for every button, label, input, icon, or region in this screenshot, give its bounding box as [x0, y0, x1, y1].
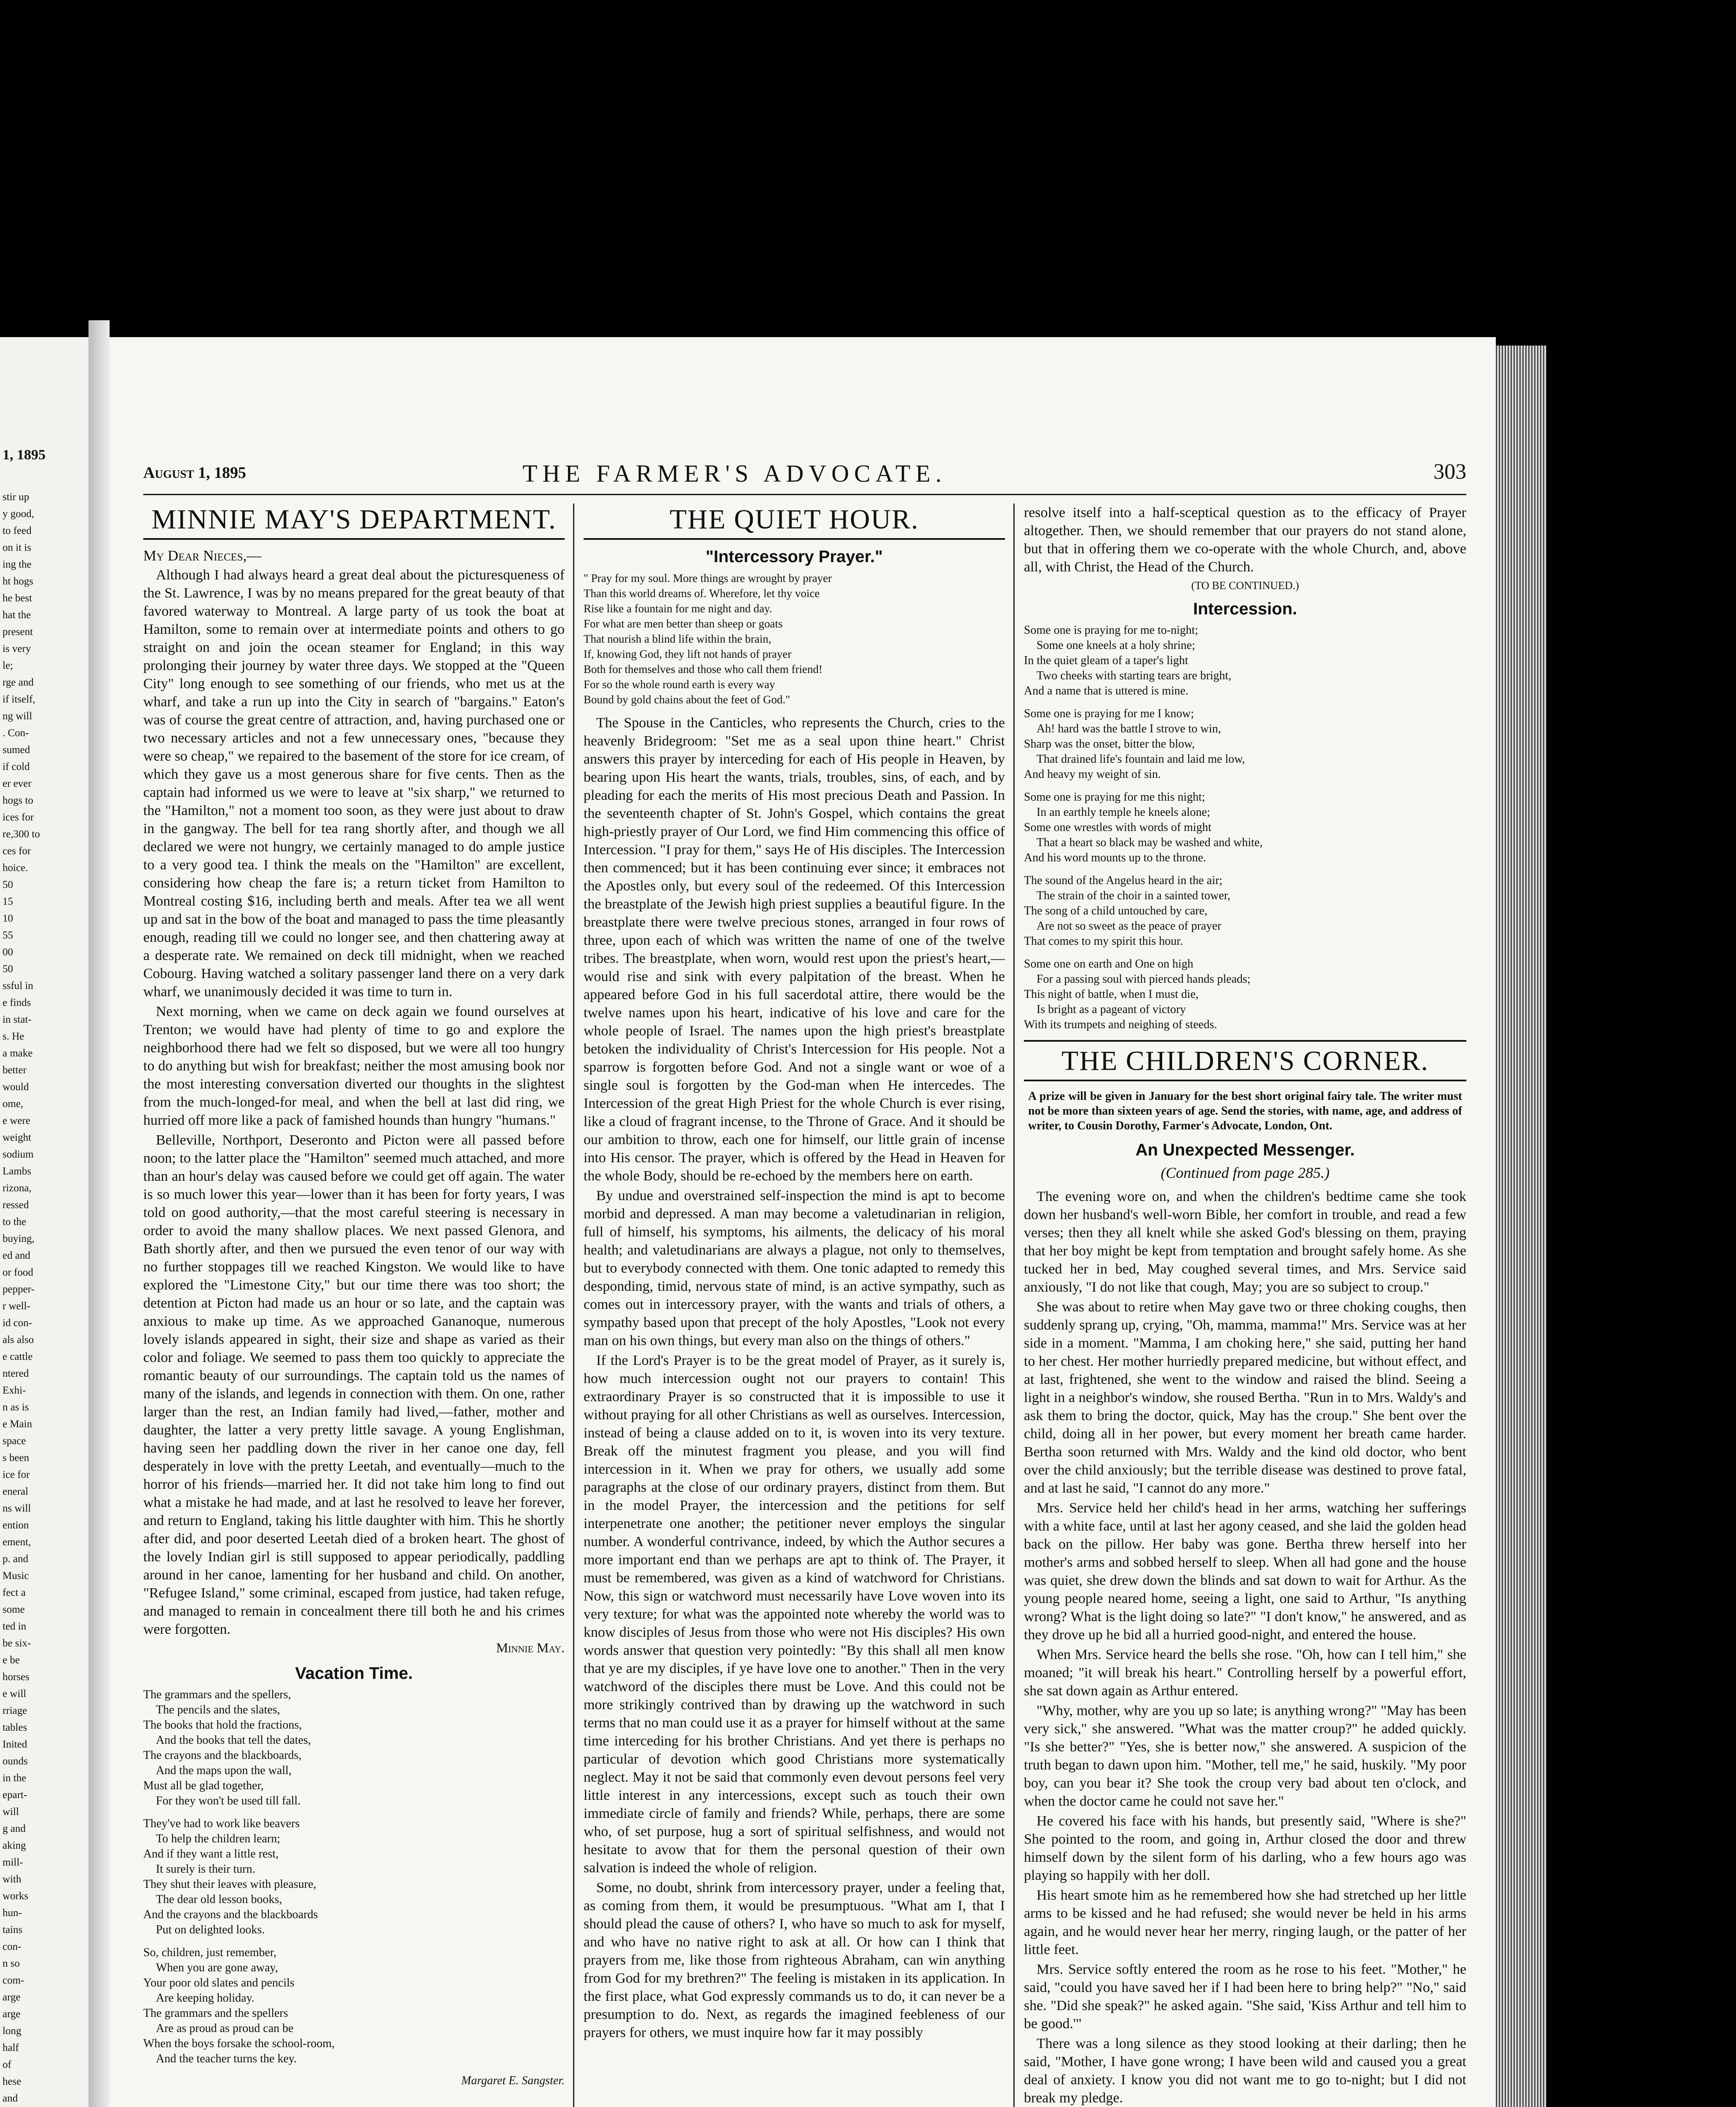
story-paragraph: When Mrs. Service heard the bells she rose. "Oh, how can I tell him," she moaned; "it will break his heart." Controlling herself by a powerful effort, she sat down again as Arthur entered.	[1024, 1647, 1466, 1699]
left-page-fragment-line: ht hogs	[3, 576, 33, 587]
poem-line: The crayons and the blackboards,	[143, 1749, 302, 1762]
left-page-fragment-line: and	[3, 2093, 18, 2104]
left-page-fragment-line: Exhi-	[3, 1385, 26, 1396]
poem-line: Put on delighted looks.	[156, 1923, 265, 1936]
poem-line: That a heart so black may be washed and white,	[1037, 836, 1263, 849]
left-page-fragment-line: s. He	[3, 1031, 24, 1042]
left-page-fragment-line: hogs to	[3, 795, 33, 806]
left-page-fragment-line: e finds	[3, 997, 31, 1008]
left-page-fragment-line: tables	[3, 1722, 27, 1733]
poem-line: Must all be glad together,	[143, 1779, 264, 1792]
left-page-fragment-line: to the	[3, 1216, 27, 1228]
left-page-fragment-line: ssful in	[3, 980, 33, 992]
signature: Minnie May.	[496, 1640, 565, 1655]
poem-line: For they won't be used till fall.	[156, 1794, 301, 1807]
poem-line: Some one wrestles with words of might	[1024, 821, 1211, 834]
left-page-fragment-line: pepper-	[3, 1284, 35, 1295]
left-page-fragment-line: sodium	[3, 1149, 34, 1160]
poem-line: With its trumpets and neighing of steeds.	[1024, 1018, 1217, 1031]
poem-line: And his word mounts up to the throne.	[1024, 851, 1206, 864]
left-page-fragment-line: long	[3, 2025, 21, 2037]
left-page-fragment-line: on it is	[3, 542, 32, 553]
continued-paragraph: resolve itself into a half-sceptical question as to the efficacy of Prayer altogether. Then, we should remember that our prayers do not stand alone, but that in offering them we co-operate with the whole Church, and, above all, with Christ, the Head of the Church.	[1024, 505, 1466, 575]
book-page-edges	[1496, 346, 1546, 2107]
article-paragraph: If the Lord's Prayer is to be the great model of Prayer, as it surely is, how much intercession ought not our prayers to contain! This extraordinary Prayer is so constructed that it is impossible to use it without praying for all other Christians as well as ourselves. Intercession, instead of being a clause added on to it, is woven into its very texture. Break off the minutest fragment you please, and you will find intercession in it. When we pray for others, we usually add some paragraphs at the close of our ordinary prayers, distinct from them. But in the model Prayer, the intercession and the petitions for self interpenetrate one another; the petitioner never employs the singular number. A wonderful contrivance, indeed, by which the Author secures a more important end than we perhaps are apt to think of. The Prayer, it must be remembered, was given as a kind of watchword for Christians. Now, this sign or watchword must necessarily have Love woven into its very texture; for what was the appointed note whereby the world was to know disciples of Jesus from those who were not His disciples? His own words answer that question very pointedly: "By this shall all men know that ye are my disciples, if ye have love one to another." Then in the very watchword of the disciples there must be Love. And this could not be more strikingly contrived than by drawing up the watchword in such terms that no man could use it as a prayer for himself without at the same time interceding for his brother Christians. And yet there is perhaps no particular of devotion which good Christians more systematically neglect. May it not be said that commonly even devout persons feel very little interest in any intercessions, except such as touch their own immediate circle of family and friends? While, perhaps, there are some who, of set purpose, hug a sort of spiritual selfishness, and would not hesitate to avow that for them the personal question of their own salvation is indeed the whole of religion.	[584, 1353, 1005, 1876]
left-page-fragment-line: he best	[3, 592, 32, 604]
left-page-fragment-line: n as is	[3, 1402, 29, 1413]
left-page-fragment-line: 50	[3, 879, 13, 890]
left-page-fragment-line: e will	[3, 1688, 27, 1700]
poem-stanza	[143, 1687, 565, 1809]
poem-line: The song of a child untouched by care,	[1024, 904, 1208, 917]
left-page-fragment-line: ressed	[3, 1199, 29, 1211]
masthead-title: THE FARMER'S ADVOCATE.	[522, 460, 947, 487]
left-page-fragment-line: stir up	[3, 491, 29, 503]
binding-gutter	[88, 320, 110, 2107]
poem-line: The strain of the choir in a sainted tower,	[1037, 889, 1230, 902]
left-page-fragment-line: half	[3, 2042, 19, 2053]
left-page-fragment-line: better	[3, 1064, 27, 1076]
left-page-fragment-line: e were	[3, 1115, 30, 1126]
left-page-fragment-line: of	[3, 2059, 11, 2070]
salutation: My Dear Nieces,—	[143, 547, 262, 564]
left-page-fragment-line: e cattle	[3, 1351, 33, 1362]
left-page-fragment-line: hat the	[3, 609, 31, 621]
left-page-fragment-line: com-	[3, 1975, 24, 1986]
left-page-fragment-line: some	[3, 1604, 25, 1615]
left-page-fragment-line: hoice.	[3, 862, 28, 874]
poem-author: Margaret E. Sangster.	[461, 2074, 565, 2087]
story-body	[1024, 1188, 1466, 2107]
verse-line: For what are men better than sheep or goats	[584, 617, 783, 630]
left-page-fragment-line: 15	[3, 896, 13, 907]
left-page-fragment	[0, 337, 88, 2107]
poem-line: Are not so sweet as the peace of prayer	[1037, 919, 1222, 933]
poem-line: And heavy my weight of sin.	[1024, 768, 1161, 781]
left-page-fragment-line: 50	[3, 963, 13, 975]
story-paragraph: The evening wore on, and when the children's bedtime came she took down her husband's well-worn Bible, her comfort in trouble, and read a few verses; then they all knelt while she asked God's blessing on them, praying that her boy might be kept from temptation and brought safely home. As she tucked her in bed, May coughed several times, and Mrs. Service said anxiously, "I do not like that cough, May; you are so subject to croup."	[1024, 1189, 1466, 1295]
poem-line: They've had to work like beavers	[143, 1817, 300, 1830]
article-paragraph: The Spouse in the Canticles, who represents the Church, cries to the heavenly Bridegroom: "Set me as a seal upon thine heart." Christ answers this prayer by interceding for each of His people in Heaven, by bearing upon His heart the wants, trials, troubles, sins, of each, and by pleading for each the merits of His most precious Death and Passion. In the seventeenth chapter of St. John's Gospel, which contains the great high-priestly prayer of Our Lord, we find Him commencing this office of Intercession. "I pray for them," says He of His disciples. The Intercession then commenced; but it has been continuing ever since; it embraces not the Apostles only, but every soul of the redeemed. Of this Intercession the breastplate of the Jewish high priest supplies a beautiful figure. In the breastplate there were twelve precious stones, arranged in four rows of three, upon each of which was written the name of one of the twelve tribes. The breastplate, when worn, would rest upon the priest's heart,—would rise and sink with every palpitation of the breast. When he appeared before God in his full sacerdotal attire, there would be the twelve names upon his heart, indicative of his love and care for the whole people of Israel. The names upon the high priest's breastplate betoken the individuality of Christ's Intercession for His people. Not a sparrow is forgotten before God. And not a single want or woe of a single soul is forgotten by the God-man when He intercedes. The Intercession of the great High Priest for the whole Church is ever rising, like a cloud of fragrant incense, to the Throne of Grace. And it should be our ambition to throw, each one for himself, our little grain of incense into His censor. The prayer, which is offered by the Head in Heaven for the whole Body, should be re-echoed by the members here on earth.	[584, 715, 1005, 1184]
verse-line: Rise like a fountain for me night and day.	[584, 602, 772, 615]
left-page-fragment-line: 10	[3, 913, 13, 924]
poem-line: When you are gone away,	[156, 1961, 278, 1974]
left-page-fragment-line: tains	[3, 1924, 23, 1935]
poem-stanza	[1024, 873, 1466, 949]
left-page-fragment-line: er ever	[3, 778, 32, 789]
article-paragraph: Next morning, when we came on deck again we found ourselves at Trenton; we would have had plenty of time to go and explore the neighborhood there had we felt so disposed, but we were all too hungry to do anything but wish for breakfast; neither the most amusing book nor the most interesting conversation diverted our thoughts in the slightest from the much-longed-for meal, and when the bell at last did ring, we hurried off more like a pack of famished hounds than hungry "humans."	[143, 1004, 565, 1128]
left-page-fragment-line: n so	[3, 1958, 20, 1969]
story-paragraph: "Why, mother, why are you up so late; is anything wrong?" "May has been very sick," she answered. "What was the matter croup?" he added quickly. "Is she better?" "Yes, she is better now," she answered. A suspicion of the truth began to dawn upon him. "Mother, tell me," he said, huskily. "My poor boy, can you bear it? She took the croup very bad about ten o'clock, and when the doctor came he could not save her."	[1024, 1703, 1466, 1809]
left-page-fragment-line: ome,	[3, 1098, 24, 1110]
story-subtitle: (Continued from page 285.)	[1160, 1164, 1330, 1181]
poem-line: This night of battle, when I must die,	[1024, 988, 1199, 1001]
story-paragraph: Mrs. Service softly entered the room as he rose to his feet. "Mother," he said, "could you have saved her if I had been here to bring help?" "No," said she. "Did she speak?" he asked again. "She said, 'Kiss Arthur and tell him to be good.'"	[1024, 1962, 1466, 2032]
column-quiet-hour	[584, 504, 1005, 2107]
left-page-fragment-line: would	[3, 1081, 29, 1093]
poem-line: The books that hold the fractions,	[143, 1718, 302, 1732]
left-page-fragment-line: con-	[3, 1941, 21, 1952]
poem-line: So, children, just remember,	[143, 1946, 277, 1959]
poem-intercession	[1024, 623, 1466, 1032]
left-page-fragment-line: Inited	[3, 1739, 27, 1750]
poem-stanza	[143, 1816, 565, 1938]
poem-line: Some one is praying for me this night;	[1024, 791, 1206, 804]
poem-line: The dear old lesson books,	[156, 1893, 282, 1906]
header-rule	[143, 494, 1466, 495]
left-page-fragment-line: r well-	[3, 1300, 30, 1312]
left-page-fragment-line: ing the	[3, 559, 32, 570]
left-page-fragment-line: ention	[3, 1520, 29, 1531]
poem-title: Vacation Time.	[295, 1664, 413, 1683]
left-page-fragment-line: fect a	[3, 1587, 26, 1598]
left-page-fragment-line: if itself,	[3, 694, 35, 705]
left-page-fragment-line: 00	[3, 946, 13, 958]
left-page-fragment-line: a make	[3, 1048, 33, 1059]
story-paragraph: There was a long silence as they stood looking at their darling; then he said, "Mother, I have gone wrong; I have been wild and caused you a great deal of anxiety. I know you did not want me to go to-night; but I did not break my pledge.	[1024, 2036, 1466, 2106]
poem-line: Is bright as a pageant of victory	[1037, 1003, 1186, 1016]
left-page-fragment-line: if cold	[3, 761, 30, 772]
left-page-fragment-line: in stat-	[3, 1014, 32, 1025]
poem-line: For a passing soul with pierced hands pleads;	[1037, 973, 1251, 986]
left-page-fragment-line: is very	[3, 643, 31, 654]
verse-line: If, knowing God, they lift not hands of prayer	[584, 648, 792, 660]
newspaper-page	[110, 337, 1496, 2107]
story-paragraph: Mrs. Service held her child's head in her arms, watching her sufferings with a white face, until at last her agony ceased, and she laid the golden head back on the pillow. Her baby was gone. Bertha threw herself into her mother's arms and sobbed herself to sleep. When all had gone and the house was quiet, she drew down the blinds and sat down to wait for Arthur. As the young people neared home, seeing a light, one said to Arthur, "Is anything wrong? What is the light doing so late?" "I don't know," he answered, and as they drove up he bid all a hurried good-night, and entered the house.	[1024, 1500, 1466, 1643]
verse-line: Both for themselves and those who call them friend!	[584, 663, 822, 676]
column-rule	[573, 504, 574, 2107]
poem-line: In the quiet gleam of a taper's light	[1024, 654, 1188, 667]
left-page-fragment-line: p. and	[3, 1553, 29, 1565]
verse-line: Bound by gold chains about the feet of God."	[584, 693, 790, 706]
poem-line: The grammars and the spellers	[143, 2007, 288, 2020]
verse-line: Than this world dreams of. Wherefore, let thy voice	[584, 587, 820, 600]
left-page-fragment-line: ns will	[3, 1503, 31, 1514]
left-page-fragment-line: present	[3, 626, 33, 638]
epigraph-verse	[584, 571, 1005, 707]
left-page-fragment-line: rizona,	[3, 1182, 32, 1194]
column-rule	[1013, 504, 1015, 2107]
poem-stanza	[1024, 790, 1466, 866]
left-page-fragment-line: buying,	[3, 1233, 35, 1244]
poem-line: And the maps upon the wall,	[156, 1764, 292, 1777]
prize-notice: A prize will be given in January for the best short original fairy tale. The writer must not be more than sixteen years of age. Send the stories, with name, age, and address of writer, to Cousin Dorothy, Farmer's Advocate, London, Ont.	[1028, 1090, 1462, 1132]
left-page-fragment-line: Lambs	[3, 1166, 32, 1177]
left-page-fragment-line: ement,	[3, 1536, 31, 1548]
page-header	[143, 459, 1466, 489]
left-page-fragment-line: rriage	[3, 1705, 27, 1716]
poem-line: To help the children learn;	[156, 1832, 281, 1845]
poem-line: The grammars and the spellers,	[143, 1688, 291, 1701]
story-paragraph: She was about to retire when May gave two or three choking coughs, then suddenly sprang up, crying, "Oh, mamma, mamma!" Mrs. Service was at her side in a moment. "Mamma, I am choking here," she said, putting her hand to her chest. Her mother hurriedly prepared medicine, but without effect, and at last, frightened, she went to the window and raised the blind. Seeing a light in a neighbor's window, she roused Bertha. "Run in to Mrs. Waldy's and ask them to bring the doctor, quick, May has the croup." She bent over the child, doing all in her power, but every moment her breath came harder. Bertha soon returned with Mrs. Waldy and the kind old doctor, who bent over the child anxiously; but the terrible disease was destined to prove fatal, and at last he said, "I cannot do any more."	[1024, 1299, 1466, 1496]
poem-line: The sound of the Angelus heard in the air;	[1024, 874, 1223, 887]
left-page-fragment-line: ices for	[3, 812, 34, 823]
left-page-fragment-line: als also	[3, 1334, 34, 1346]
verse-line: That nourish a blind life within the brain,	[584, 633, 772, 645]
poem-line: Are keeping holiday.	[156, 1992, 255, 2005]
left-page-fragment-line: to feed	[3, 525, 32, 536]
verse-line: " Pray for my soul. More things are wrought by prayer	[584, 572, 832, 584]
left-page-fragment-line: aking	[3, 1840, 26, 1851]
left-page-fragment-line: be six-	[3, 1638, 31, 1649]
department-heading: MINNIE MAY'S DEPARTMENT.	[143, 504, 565, 540]
left-page-date: 1, 1895	[3, 447, 46, 463]
left-page-fragment-line: ntered	[3, 1368, 29, 1379]
article-paragraph: Belleville, Northport, Deseronto and Picton were all passed before noon; to the latter place the "Hamilton" seemed much attached, and more than an hour's delay was caused before we could get off again. The water is so much lower this year—lower than it has been for forty years, I was told on good authority,—that the most careful steering is necessary in order to avoid the many shallow places. We next passed Glenora, and Bath shortly after, and then we pursued the even tenor of our way with no further stoppages till we reached Kingston. We would like to have explored the "Limestone City," but our time there was too short; the detention at Picton had made us an hour or so late, and the captain was anxious to make up time. As we approached Gananoque, numerous lovely islands appeared in sight, their size and shape as varied as their color and foliage. We seemed to pass them too quickly to appreciate the romantic beauty of our surroundings. The captain told us the names of many of the islands, and legends in connection with them. On one, rather larger than the rest, an Indian family had lived,—father, mother and daughter, the latter a very pretty little savage. A young Englishman, having seen her paddling down the river in her canoe one day, fell desperately in love with the pretty Leetah, and eventually—much to the horror of his friends—married her. It did not take him long to find out what a mistake he had made, and at last he resolved to leave her forever, and return to England, taking his little daughter with him. This he shortly after did, and poor deserted Leetah died of a broken heart. The ghost of the lovely Indian girl is still supposed to appear periodically, paddling around in her canoe, lamenting for her husband and child. On another, "Refugee Island," some criminal, escaped from justice, had taken refuge, and managed to remain in concealment there till both he and his crimes were forgotten.	[143, 1132, 565, 1637]
poem-line: That drained life's fountain and laid me low,	[1037, 753, 1245, 766]
article-paragraph: Some, no doubt, shrink from intercessory prayer, under a feeling that, as coming from them, it would be presumptuous. "What am I, that I should plead the cause of others? I, who have so much to ask for myself, and who have no native right to ask at all. Or how can I think that prayers from me, like those from righteous Abraham, can win anything from God for my brethren?" The feeling is mistaken in its application. In the first place, what God expressly commands us to do, it can never be a presumption to do. Next, as regards the imagined feebleness of our prayers for others, we must inquire how far it may possibly	[584, 1880, 1005, 2040]
poem-line: Some one on earth and One on high	[1024, 957, 1194, 970]
column-minnie-may	[143, 504, 565, 2107]
left-page-fragment-line: y good,	[3, 508, 34, 520]
left-page-fragment-line: id con-	[3, 1317, 32, 1329]
poem-line: Sharp was the onset, bitter the blow,	[1024, 737, 1195, 751]
left-page-fragment-line: rge and	[3, 677, 34, 688]
poem-line: It surely is their turn.	[156, 1863, 255, 1876]
left-page-fragment-line: with	[3, 1874, 21, 1885]
left-page-fragment-line: mill-	[3, 1857, 23, 1868]
poem-line: And if they want a little rest,	[143, 1847, 279, 1860]
left-page-fragment-line: ice for	[3, 1469, 30, 1480]
left-page-fragment-line: in the	[3, 1772, 27, 1784]
left-page-fragment-line: ed and	[3, 1250, 30, 1261]
poem-stanza	[1024, 706, 1466, 782]
verse-line: For so the whole round earth is every way	[584, 678, 775, 691]
to-be-continued: (TO BE CONTINUED.)	[1191, 579, 1299, 592]
poem-line: The pencils and the slates,	[156, 1703, 280, 1716]
story-paragraph: His heart smote him as he remembered how she had stretched up her little arms to be kissed and he had refused; she would never be held in his arms again, and he would never hear her merry, ringing laugh, or the patter of her little feet.	[1024, 1887, 1466, 1957]
article-paragraph: By undue and overstrained self-inspection the mind is apt to become morbid and depressed. A man may become a valetudinarian in religion, full of himself, his symptoms, his ailments, the delicacy of his moral health; and valetudinarians are always a plague, not only to themselves, but to everybody connected with them. One tonic adapted to remedy this desponding, timid, nervous state of mind, is an active sympathy, such as comes out in intercessory prayer, with the wants and trials of others, a sympathy based upon that precept of the holy Apostles, "Look not every man on his own things, but every man also on the things of others."	[584, 1188, 1005, 1348]
left-page-fragment-line: Music	[3, 1570, 29, 1582]
poem-title: Intercession.	[1193, 600, 1297, 618]
left-page-fragment-line: ces for	[3, 845, 31, 857]
poem-stanza	[143, 1945, 565, 2067]
left-page-fragment-line: ng will	[3, 710, 32, 722]
poem-line: Ah! hard was the battle I strove to win,	[1037, 722, 1221, 735]
left-page-fragment-line: e Main	[3, 1418, 32, 1430]
poem-line: Your poor old slates and pencils	[143, 1976, 295, 1989]
left-page-fragment-line: will	[3, 1806, 19, 1817]
story-paragraph: He covered his face with his hands, but presently said, "Where is she?" She pointed to the room, and going in, Arthur closed the door and threw himself down by the silent form of his darling, who a few hours ago was playing so happily with her doll.	[1024, 1813, 1466, 1883]
left-page-fragment-line: weight	[3, 1132, 32, 1143]
left-page-fragment-line: works	[3, 1890, 29, 1902]
story-title: An Unexpected Messenger.	[1135, 1141, 1355, 1159]
poem-line: Are as proud as proud can be	[156, 2022, 294, 2035]
left-page-fragment-line: ounds	[3, 1756, 28, 1767]
column-childrens-corner	[1024, 504, 1466, 2107]
poem-line: They shut their leaves with pleasure,	[143, 1878, 316, 1891]
poem-line: In an earthly temple he kneels alone;	[1037, 806, 1211, 819]
department-heading: THE CHILDREN'S CORNER.	[1024, 1040, 1466, 1081]
poem-line: And the books that tell the dates,	[156, 1734, 311, 1747]
department-heading: THE QUIET HOUR.	[584, 504, 1005, 540]
left-page-fragment-line: 55	[3, 930, 13, 941]
poem-line: When the boys forsake the school-room,	[143, 2037, 335, 2050]
left-page-fragment-line: re,300 to	[3, 828, 40, 840]
poem-line: And the teacher turns the key.	[156, 2052, 297, 2065]
left-page-fragment-line: hese	[3, 2076, 21, 2087]
poem-line: Two cheeks with starting tears are bright,	[1037, 669, 1232, 682]
left-page-fragment-line: g and	[3, 1823, 26, 1834]
article-paragraph: Although I had always heard a great deal about the picturesqueness of the St. Lawrence, I was by no means prepared for the great beauty of that favored waterway to Montreal. A large party of us took the boat at Hamilton, some to remain over at intermediate points and others to go straight on and join the ocean steamer for England; in this way prolonging their journey by water three days. We stopped at the "Queen City" long enough to see something of our friends, who met us at the wharf, and take a run up into the City in search of "bargains." Eaton's was of course the great centre of attraction, and, having purchased one or two necessary articles and not a few unnecessary ones, "because they were so cheap," we repaired to the basement of the store for ice cream, of which they gave us a most generous share for five cents. Then as the captain had informed us we were to leave at "six sharp," we returned to the "Hamilton," not a moment too soon, as they were just about to draw in the gangway. The bell for tea rang shortly after, and though we all declared we were not hungry, we certainly managed to do ample justice to a very good tea. I think the meals on the "Hamilton" are excellent, considering how cheap the fare is; a return ticket from Hamilton to Montreal costing $16, including berth and meals. After tea we all went up and sat in the bow of the boat and managed to pass the time pleasantly enough, reading till we could no longer see, and then chattering away at a desperate rate. We remained on deck till midnight, when we reached Cobourg. Having watched a solitary passenger land there on a very dark wharf, we unanimously decided it was time to turn in.	[143, 567, 565, 1000]
left-page-fragment-line: space	[3, 1435, 26, 1447]
poem-stanza	[1024, 957, 1466, 1032]
poem-stanza	[1024, 623, 1466, 699]
left-page-fragment-line: hun-	[3, 1907, 22, 1919]
issue-date: August 1, 1895	[143, 464, 246, 482]
poem-line: Some one kneels at a holy shrine;	[1037, 639, 1195, 652]
poem-line: And a name that is uttered is mine.	[1024, 684, 1189, 697]
left-page-fragment-line: e be	[3, 1654, 20, 1666]
poem-line: Some one is praying for me to-night;	[1024, 624, 1198, 637]
left-page-fragment-line: epart-	[3, 1789, 27, 1801]
left-page-text	[0, 489, 88, 2107]
left-page-fragment-line: horses	[3, 1671, 29, 1683]
left-page-fragment-line: le;	[3, 660, 13, 671]
left-page-fragment-line: arge	[3, 1992, 21, 2003]
poem-vacation-time	[143, 1687, 565, 2067]
left-page-fragment-line: or food	[3, 1267, 33, 1278]
poem-line: That comes to my spirit this hour.	[1024, 935, 1183, 948]
left-page-fragment-line: . Con-	[3, 727, 29, 739]
poem-line: And the crayons and the blackboards	[143, 1908, 318, 1921]
left-page-fragment-line: s been	[3, 1452, 29, 1464]
left-page-fragment-line: ted in	[3, 1621, 27, 1632]
left-page-fragment-line: eneral	[3, 1486, 29, 1497]
article-title: "Intercessory Prayer."	[705, 547, 883, 566]
left-page-fragment-line: sumed	[3, 744, 30, 756]
left-page-fragment-line: arge	[3, 2008, 21, 2020]
page-number: 303	[1433, 460, 1466, 484]
poem-line: Some one is praying for me I know;	[1024, 707, 1194, 720]
